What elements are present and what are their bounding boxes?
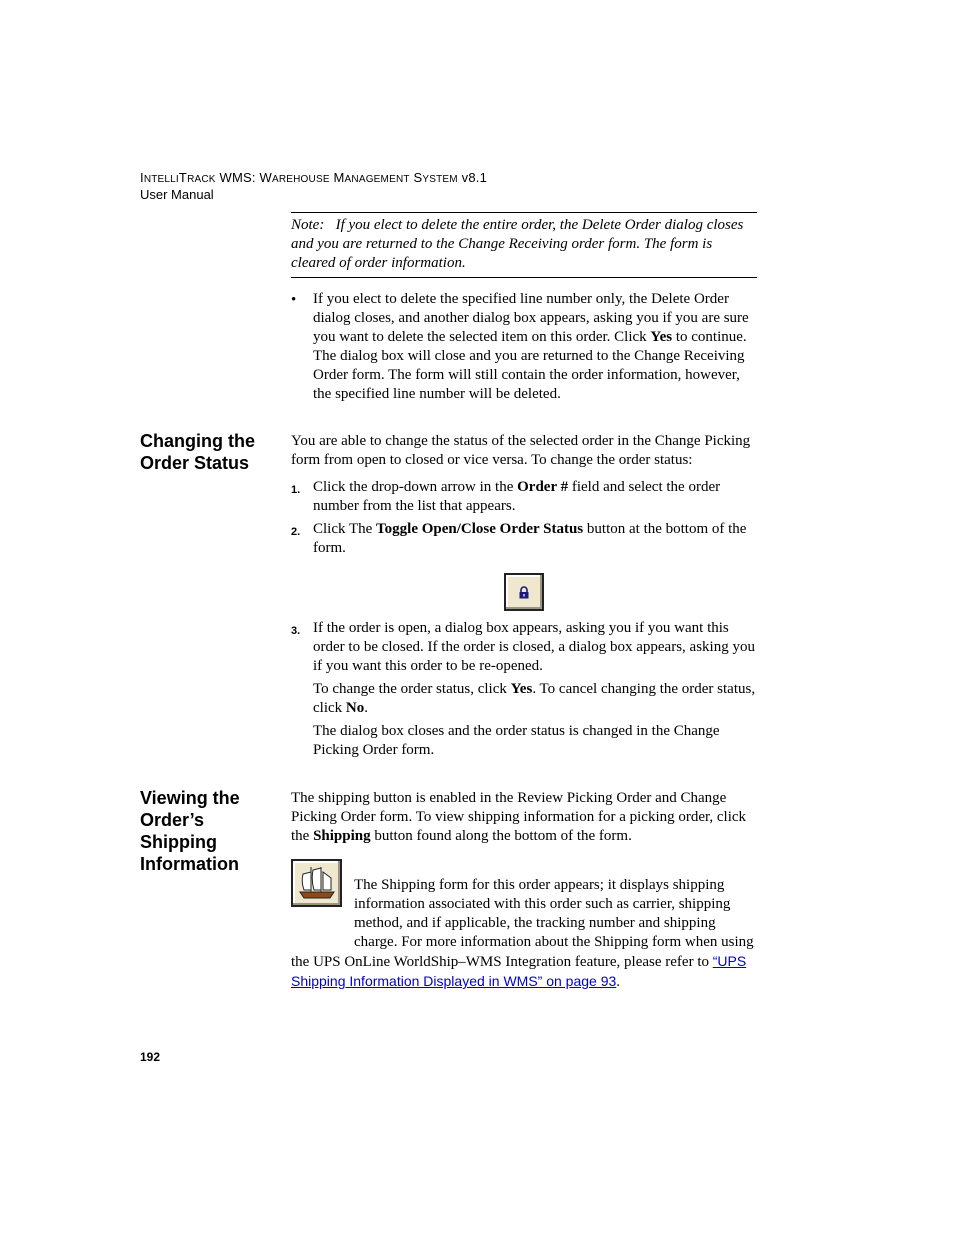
header-title-part: M [333, 170, 345, 185]
status-change-bold-yes: Yes [510, 681, 533, 697]
bullet-text-2: to continue. The dialog box will close and you are returned to the Change Receiving Order form. The form will still contain the order information, however, the specified line number will be deleted. [313, 329, 747, 402]
step1-text-b: field and select the order number from the list that appears. [313, 479, 721, 514]
bullet-marker: • [291, 292, 297, 308]
status-change-text-c: . [364, 700, 368, 716]
header-title-part: I [140, 170, 144, 185]
header-title-part: v8.1 [457, 170, 488, 185]
step1-number: 1. [291, 484, 301, 496]
step2-text [313, 520, 757, 558]
header-title-part: W [259, 170, 272, 185]
step3-text: If the order is open, a dialog box appears, asking you if you want this order to be closed. If the order is closed, a dialog box appears, asking you if you want this order to be re-opened. [313, 620, 755, 674]
running-header-title [140, 170, 487, 185]
header-title-part-small: ANAGEMENT [344, 174, 410, 185]
header-title-part: WMS: [215, 170, 260, 185]
step3-number: 3. [291, 625, 301, 637]
status-change-paragraph [313, 680, 757, 718]
lock-icon [518, 586, 530, 599]
step1-text [313, 478, 757, 516]
page-number: 192 [140, 1050, 161, 1064]
toggle-order-status-button[interactable] [504, 573, 544, 611]
status-change-bold-no: No [345, 700, 365, 716]
shipping-text: The Shipping form for this order appears; it displays shipping information associated with this order such as carrier, shipping method, and if applicable, the tracking number and shipping charge. For more information about the Shipping form when using the UPS OnLine WorldShip–WMS Integration feature, please refer to [291, 877, 754, 970]
step1-text-a: Click the drop-down arrow in the [313, 479, 518, 495]
status-intro: You are able to change the status of the selected order in the Change Picking form from open to closed or vice versa. To change the order status: [291, 433, 751, 468]
step2-bold: Toggle Open/Close Order Status [376, 521, 584, 537]
note-block [291, 216, 757, 273]
status-change-text-b: . To cancel changing the order status, click [313, 681, 756, 716]
heading-changing-order-status: Changing the Order Status [140, 431, 255, 473]
running-header-subtitle: User Manual [140, 187, 214, 202]
step1-bold: Order # [517, 479, 569, 495]
ups-shipping-info-link[interactable]: “UPS Shipping Information Displayed in WMS” on page 93 [291, 953, 747, 989]
step2-text-a: Click The [313, 521, 377, 537]
note-text: If you elect to delete the entire order, the Delete Order dialog closes and you are returned to the Change Receiving order form. The form is cleared of order information. [291, 217, 744, 271]
note-bottom-rule [291, 277, 757, 278]
bullet-bold-yes: Yes [650, 329, 673, 345]
shipping-paragraph [291, 876, 757, 992]
status-change-text-a: To change the order status, click [313, 681, 511, 697]
shipping-text-wrap-spacer [291, 876, 354, 938]
shipping-intro-a: The shipping button is enabled in the Review Picking Order and Change Picking Order form. To view shipping information for a picking order, click the [291, 790, 747, 844]
shipping-intro-b: button found along the bottom of the form. [370, 828, 632, 844]
header-title-part-small: NTELLI [143, 174, 179, 185]
shipping-intro [291, 789, 757, 846]
step2-number: 2. [291, 526, 301, 538]
heading-viewing-shipping: Viewing the Order’s Shipping Information [140, 788, 240, 874]
note-top-rule [291, 212, 757, 213]
header-title-part: S [413, 170, 423, 185]
shipping-text-end: . [616, 974, 621, 990]
shipping-intro-bold: Shipping [313, 828, 371, 844]
bullet-text-1: If you elect to delete the specified line number only, the Delete Order dialog closes, and another dialog box appears, asking you if you are sure you want to delete the selected item on this order. Click [313, 291, 749, 345]
header-title-part: T [178, 170, 188, 185]
header-title-part-small: YSTEM [422, 174, 458, 185]
status-result-paragraph: The dialog box closes and the order status is changed in the Change Picking Order form. [313, 723, 720, 758]
step2-text-b: button at the bottom of the form. [313, 521, 747, 556]
header-title-part-small: RACK [187, 174, 216, 185]
note-label: Note: [291, 217, 325, 233]
header-title-part-small: AREHOUSE [271, 174, 330, 185]
bullet-paragraph [313, 290, 757, 404]
